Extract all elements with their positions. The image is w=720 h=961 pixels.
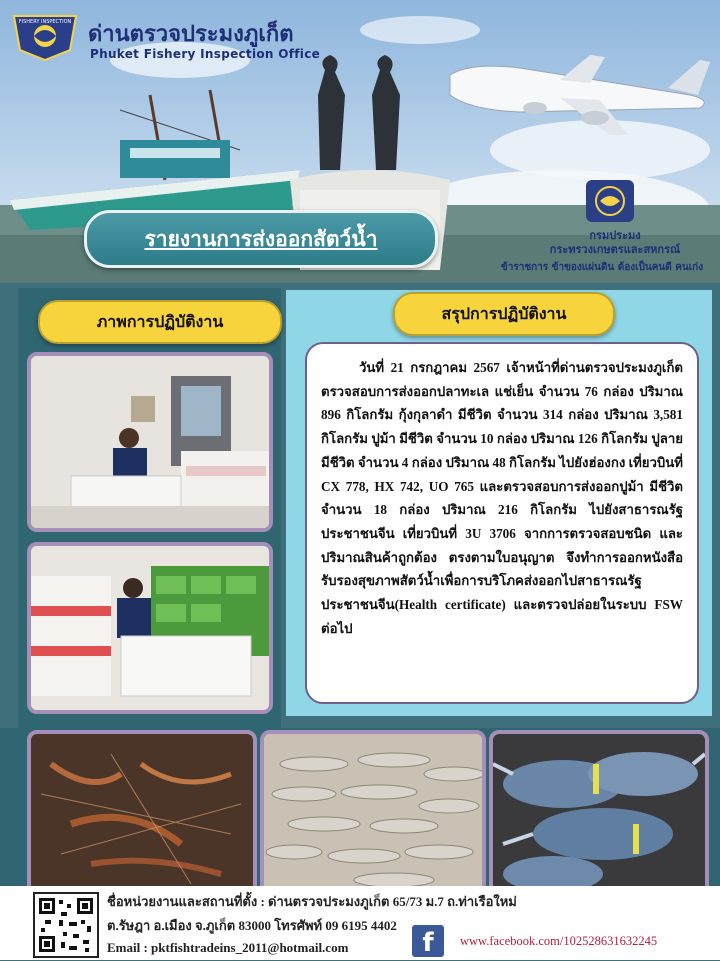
department-of-fisheries-logo	[584, 178, 636, 224]
live-shrimp-image	[31, 734, 253, 892]
summary-text: วันที่ 21 กรกฎาคม 2567 เจ้าหน้าที่ด่านตรวจประมงภูเก็ต ตรวจสอบการส่งออกปลาทะเล แช่เย็น จำนวน 76 กล่อง ปริมาณ 896 กิโลกรัม กุ้งกุลาดำ มีชีวิต จำนวน 314 กล่อง ปริมาณ 3,581 กิโลกรัม ปูม้า มีชีวิต จำนวน 10 กล่อง ปริมาณ 126 กิโลกรัม ปูลาย มีชีวิต จำนวน 4 กล่อง ปริมาณ 48 กิโลกรัม ไปยังฮ่องกง เที่ยวบินที่ CX 778, HX 742, UO 765 และตรวจสอบการส่งออกปูม้า มีชีวิต จำนวน 18 กล่อง ปริมาณ 216 กิโลกรัม ไปยังสาธารณรัฐประชาชนจีน เที่ยวบินที่ 3U 3706 จากการตรวจสอบชนิด และปริมาณสินค้าถูกต้อง ตรงตามใบอนุญาต จึงทำการออกหนังสือรับรองสุขภาพสัตว์น้ำเพื่อการบริโภคส่งออกไปสาธารณรัฐประชาชนจีน(Health certificate) และตรวจปล่อยในระบบ FSW ต่อไป	[321, 360, 683, 636]
chilled-fish-image	[264, 734, 482, 892]
activity-photos-heading	[38, 300, 282, 344]
summary-box	[305, 342, 699, 704]
footer-address-line-2: ต.รัษฎา อ.เมือง จ.ภูเก็ต 83000 โทรศัพท์ 09 6195 4402	[107, 918, 397, 933]
org-name-english: Phuket Fishery Inspection Office	[90, 47, 321, 61]
summary-label: สรุปการปฏิบัติงาน	[441, 303, 567, 323]
activity-photo-1	[27, 352, 273, 532]
footer-address-line-1: ชื่อหน่วยงานและสถานที่ตั้ง : ด่านตรวจประมงภูเก็ต 65/73 ม.7 ถ.ท่าเรือใหม่	[107, 894, 517, 909]
header-banner	[0, 0, 720, 283]
qr-code[interactable]	[33, 892, 99, 958]
department-name: กรมประมง	[589, 229, 641, 242]
live-crab-image	[493, 734, 705, 892]
summary-heading	[393, 292, 615, 336]
product-photo-fish	[260, 730, 486, 896]
org-name-thai: ด่านตรวจประมงภูเก็ต	[88, 22, 294, 47]
logo-text: FISHERY INSPECTION	[18, 19, 72, 25]
footer-email[interactable]: Email : pktfishtradeins_2011@hotmail.com	[107, 940, 349, 955]
activity-photo-2	[27, 542, 273, 714]
fishery-inspection-logo	[12, 10, 78, 62]
product-photo-shrimp	[27, 730, 257, 896]
report-title-banner	[84, 210, 438, 268]
ministry-name: กระทรวงเกษตรและสหกรณ์	[549, 243, 681, 256]
inspection-photo-boxes	[31, 546, 269, 710]
product-photo-crab	[489, 730, 709, 896]
qr-code-image	[35, 894, 97, 956]
inspection-photo-warehouse	[31, 356, 269, 528]
facebook-link[interactable]: www.facebook.com/102528631632245	[460, 934, 658, 948]
facebook-icon[interactable]: f	[412, 925, 444, 957]
activity-photos-label: ภาพการปฏิบัติงาน	[96, 311, 224, 331]
slogan: ข้าราชการ ข้าของแผ่นดิน ต้องเป็นคนดี คนเก่ง	[500, 262, 704, 273]
report-title: รายงานการส่งออกสัตว์น้ำ	[144, 226, 378, 251]
